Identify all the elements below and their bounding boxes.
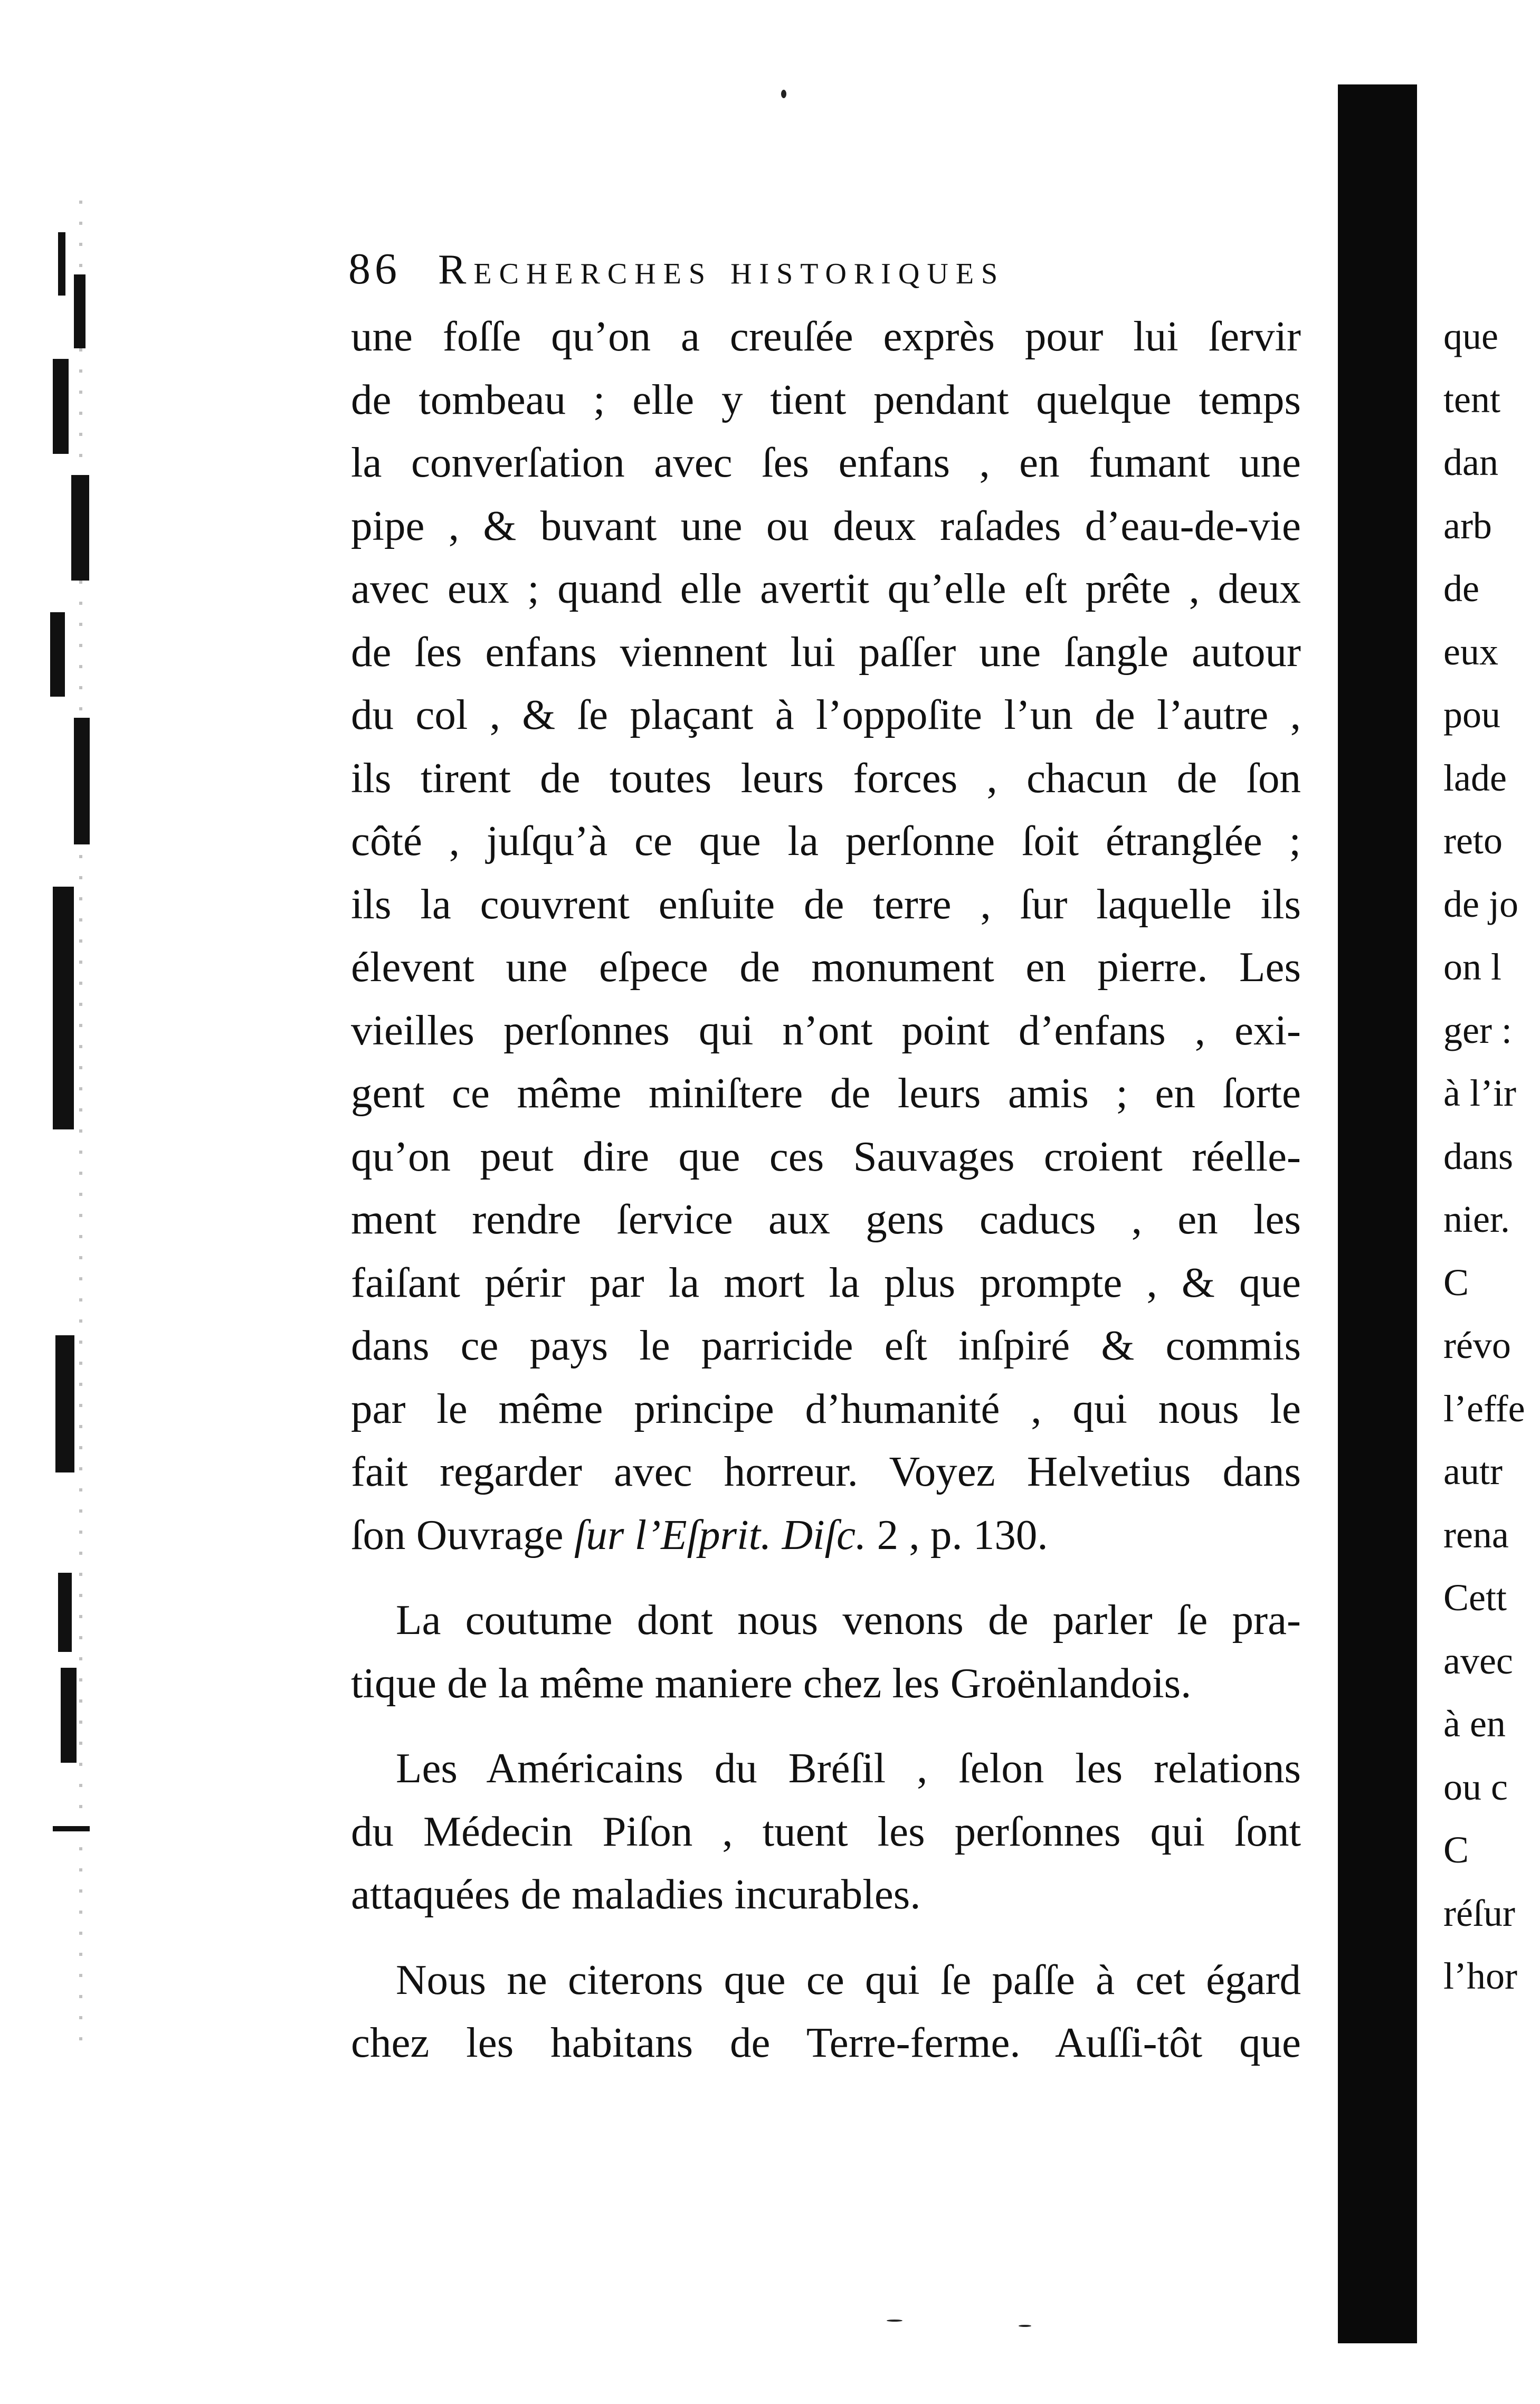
text-line: de tombeau ; elle y tient pendant quelque temps — [351, 375, 1301, 423]
next-page-fragment — [1443, 305, 1540, 2008]
text-line: par le même principe d’humanité , qui nous le — [351, 1384, 1301, 1432]
fragment-line: dan — [1443, 441, 1498, 483]
fragment-line: avec — [1443, 1639, 1513, 1682]
paragraph-gap — [351, 1566, 1301, 1589]
fragment-line: l’effe — [1443, 1387, 1525, 1430]
fragment-line: ou c — [1443, 1765, 1508, 1808]
fragment-line: on l — [1443, 946, 1502, 988]
text-line: de ſes enfans viennent lui paſſer une ſangle autour — [351, 628, 1301, 676]
fragment-line: de jo — [1443, 882, 1518, 925]
scan-gutter-artifacts — [21, 201, 106, 2048]
fragment-line: dans — [1443, 1135, 1513, 1177]
paragraph — [351, 1737, 1301, 1926]
fragment-line: rena — [1443, 1513, 1509, 1556]
fragment-line: autr — [1443, 1450, 1503, 1493]
fragment-line: reto — [1443, 820, 1503, 862]
fragment-line: lade — [1443, 756, 1507, 799]
text-line: qu’on peut dire que ces Sauvages croient réelle- — [351, 1132, 1301, 1180]
scan-black-bar — [1338, 84, 1417, 2343]
gutter-mark — [58, 1573, 72, 1652]
paragraph-gap — [351, 1926, 1301, 1949]
fragment-line: pou — [1443, 693, 1500, 736]
gutter-mark — [74, 718, 90, 844]
gutter-mark — [53, 1826, 90, 1831]
gutter-mark — [55, 1335, 74, 1472]
paragraph — [351, 305, 1301, 1566]
fragment-line: eux — [1443, 630, 1498, 673]
running-title: Recherches historiques — [438, 246, 1005, 293]
text-line: gent ce même miniſtere de leurs amis ; en ſorte — [351, 1069, 1301, 1117]
text-line: vieilles perſonnes qui n’ont point d’enfans , exi- — [351, 1006, 1301, 1054]
text-line: Les Américains du Bréſil , ſelon les relations — [396, 1744, 1301, 1792]
text-line: ment rendre ſervice aux gens caducs , en les — [351, 1195, 1301, 1243]
text-line: La coutume dont nous venons de parler ſe pra- — [396, 1596, 1301, 1643]
main-text — [351, 305, 1301, 2075]
gutter-mark — [50, 612, 65, 697]
fragment-line: tent — [1443, 378, 1500, 421]
fragment-line: arb — [1443, 504, 1492, 547]
text-line: ils la couvrent enſuite de terre , ſur laquelle ils — [351, 880, 1301, 928]
text-line: ils tirent de toutes leurs forces , chacun de ſon — [351, 754, 1301, 802]
fragment-line: réſur — [1443, 1892, 1515, 1934]
text-line: attaquées de maladies incurables. — [351, 1870, 921, 1918]
gutter-mark — [53, 887, 74, 1129]
text-line: avec eux ; quand elle avertit qu’elle eſt prête , deux — [351, 565, 1301, 612]
fragment-line: C — [1443, 1829, 1469, 1871]
gutter-mark — [53, 359, 69, 454]
scan-speck — [781, 90, 786, 98]
paragraph — [351, 1949, 1301, 2075]
fragment-line: nier. — [1443, 1198, 1510, 1240]
text-line: tique de la même maniere chez les Groënlandois. — [351, 1659, 1192, 1707]
scan-speck — [887, 2320, 902, 2322]
fragment-line: de — [1443, 567, 1479, 610]
text-line: une foſſe qu’on a creuſée exprès pour lui ſervir — [351, 312, 1301, 360]
text-run: ſon Ouvrage — [351, 1510, 574, 1559]
text-line: faiſant périr par la mort la plus prompte , & que — [351, 1258, 1301, 1306]
text-line: du col , & ſe plaçant à l’oppoſite l’un de l’autre , — [351, 691, 1301, 738]
text-line: chez les habitans de Terre-ferme. Auſſi-tôt que — [351, 2019, 1301, 2066]
fragment-line: l’hor — [1443, 1955, 1517, 1997]
gutter-mark — [74, 274, 85, 348]
text-line: élevent une eſpece de monument en pierre. Les — [351, 943, 1301, 991]
fragment-line: révo — [1443, 1324, 1511, 1366]
page-number: 86 — [348, 244, 401, 293]
fragment-line: que — [1443, 315, 1498, 357]
text-line: pipe , & buvant une ou deux raſades d’eau-de-vie — [351, 501, 1301, 549]
running-header — [348, 240, 1314, 298]
gutter-mark — [61, 1668, 77, 1763]
text-line: Nous ne citerons que ce qui ſe paſſe à cet égard — [396, 1955, 1301, 2003]
text-line: du Médecin Piſon , tuent les perſonnes qui ſont — [351, 1807, 1301, 1855]
paragraph-gap — [351, 1715, 1301, 1737]
fragment-line: à l’ir — [1443, 1072, 1516, 1114]
fragment-line: ger : — [1443, 1009, 1512, 1051]
italic-citation: ſur l’Eſprit. Diſc. — [574, 1510, 867, 1559]
gutter-mark — [58, 232, 65, 296]
text-line — [351, 1504, 1301, 1567]
text-line: fait regarder avec horreur. Voyez Helvetius dans — [351, 1448, 1301, 1495]
paragraph — [351, 1589, 1301, 1715]
fragment-line: à en — [1443, 1703, 1506, 1745]
text-line: côté , juſqu’à ce que la perſonne ſoit étranglée ; — [351, 817, 1301, 864]
fragment-line: Cett — [1443, 1576, 1507, 1619]
gutter-mark — [71, 475, 89, 581]
text-line: dans ce pays le parricide eſt inſpiré & commis — [351, 1322, 1301, 1369]
fragment-line: C — [1443, 1261, 1469, 1304]
scan-speck — [1019, 2325, 1031, 2327]
text-line: la converſation avec ſes enfans , en fumant une — [351, 439, 1301, 486]
text-run: 2 , p. 130. — [866, 1510, 1048, 1559]
